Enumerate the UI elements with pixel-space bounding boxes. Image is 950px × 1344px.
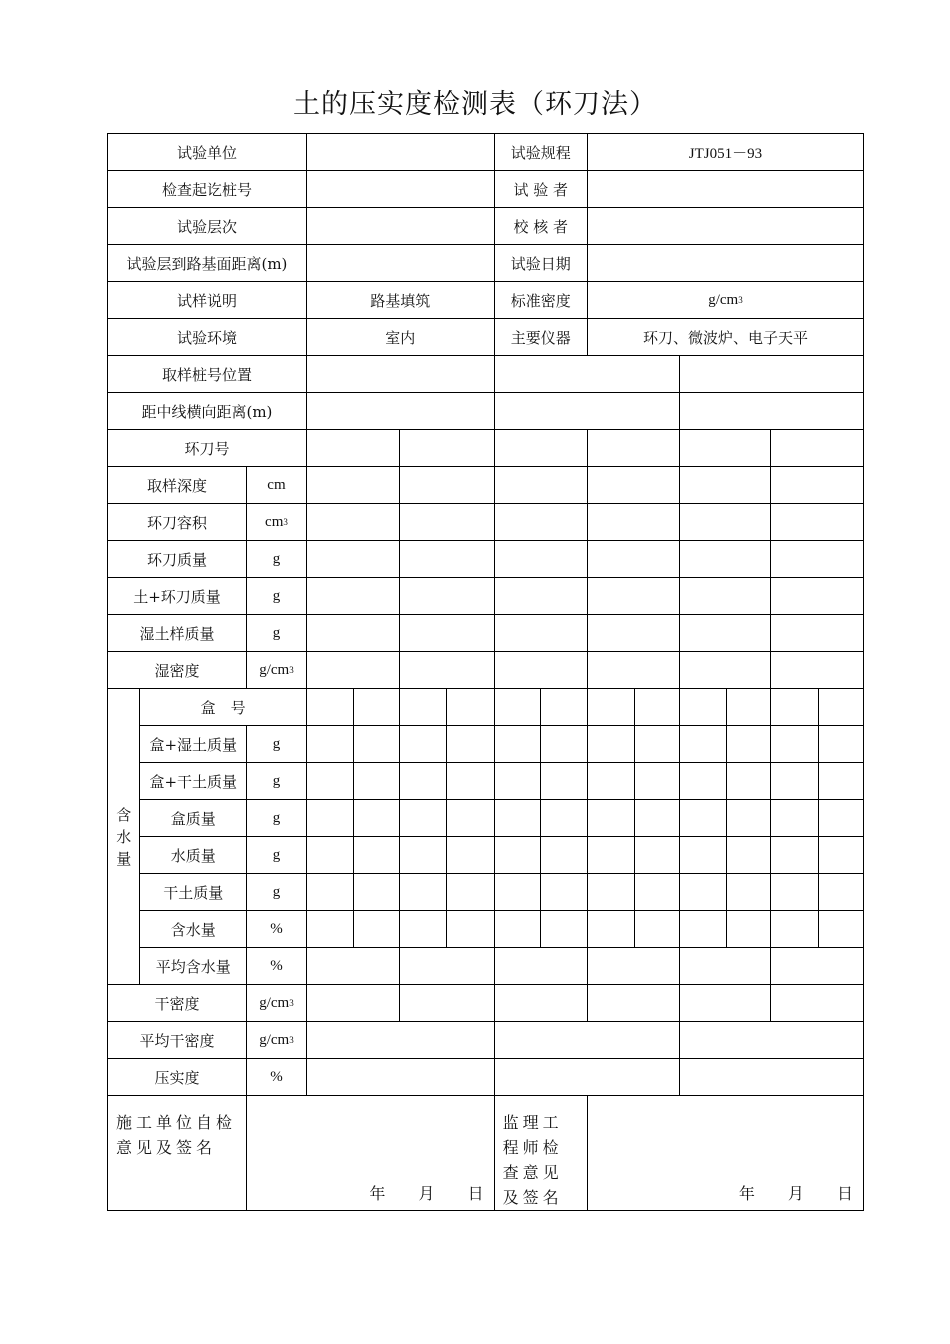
data-cell[interactable] xyxy=(634,800,680,837)
contractor-opinion-label: 施工单位自检意见及签名 xyxy=(108,1096,247,1211)
ring-volume-label: 环刀容积 xyxy=(108,504,247,541)
data-cell[interactable] xyxy=(726,726,770,763)
data-cell[interactable] xyxy=(587,615,679,652)
data-cell[interactable] xyxy=(680,837,727,874)
data-cell[interactable] xyxy=(680,726,727,763)
data-cell[interactable] xyxy=(770,689,819,726)
test-unit-label: 试验单位 xyxy=(108,134,307,171)
dry-density-label: 干密度 xyxy=(108,985,247,1022)
center-distance-cell[interactable] xyxy=(306,393,494,430)
data-cell[interactable] xyxy=(770,652,863,689)
data-cell[interactable] xyxy=(306,541,399,578)
supervisor-date: 年 月 日 xyxy=(738,1184,853,1203)
center-distance-cell[interactable] xyxy=(680,393,864,430)
test-date-label: 试验日期 xyxy=(494,245,587,282)
data-cell[interactable] xyxy=(400,467,494,504)
test-unit-field[interactable] xyxy=(306,134,494,171)
sample-position-cell[interactable] xyxy=(306,356,494,393)
data-cell[interactable] xyxy=(770,837,819,874)
data-cell[interactable] xyxy=(494,948,587,985)
data-cell[interactable] xyxy=(634,874,680,911)
data-cell[interactable] xyxy=(587,578,679,615)
data-cell[interactable] xyxy=(446,837,494,874)
data-cell[interactable] xyxy=(587,467,679,504)
data-cell[interactable] xyxy=(770,985,863,1022)
ring-number-cell[interactable] xyxy=(680,430,770,467)
data-cell[interactable] xyxy=(680,948,770,985)
data-cell[interactable] xyxy=(494,763,541,800)
instrument-label: 主要仪器 xyxy=(494,319,587,356)
data-cell[interactable] xyxy=(680,911,727,948)
dry-density-unit: $g/cm^3$ xyxy=(247,985,307,1022)
data-cell[interactable] xyxy=(770,800,819,837)
data-cell[interactable] xyxy=(726,911,770,948)
data-cell[interactable] xyxy=(446,874,494,911)
data-cell[interactable] xyxy=(680,800,727,837)
data-cell[interactable] xyxy=(494,985,587,1022)
data-cell[interactable] xyxy=(819,800,864,837)
sample-position-cell[interactable] xyxy=(494,356,680,393)
data-cell[interactable] xyxy=(306,763,353,800)
compaction-unit: % xyxy=(247,1059,307,1096)
contractor-opinion-field[interactable] xyxy=(247,1096,495,1211)
box-dry-soil-label: 盒+干土质量 xyxy=(140,763,247,800)
data-cell[interactable] xyxy=(726,800,770,837)
test-layer-label: 试验层次 xyxy=(108,208,307,245)
data-cell[interactable] xyxy=(819,763,864,800)
data-cell[interactable] xyxy=(587,948,679,985)
ring-number-cell[interactable] xyxy=(400,430,494,467)
box-dry-soil-unit: g xyxy=(247,763,307,800)
moisture-group-label: 含 水 量 xyxy=(108,689,140,985)
data-cell[interactable] xyxy=(400,652,494,689)
supervisor-opinion-label: 监理工程师检查意见及签名 xyxy=(494,1096,587,1211)
sample-position-label: 取样桩号位置 xyxy=(108,356,307,393)
data-cell[interactable] xyxy=(770,467,863,504)
data-cell[interactable] xyxy=(634,837,680,874)
soil-ring-mass-unit: g xyxy=(247,578,307,615)
data-cell[interactable] xyxy=(494,726,541,763)
data-cell[interactable] xyxy=(770,504,863,541)
data-cell[interactable] xyxy=(770,948,863,985)
data-cell[interactable] xyxy=(587,763,634,800)
data-cell[interactable] xyxy=(400,578,494,615)
data-cell[interactable] xyxy=(494,874,541,911)
checker-label: 校 核 者 xyxy=(494,208,587,245)
box-mass-unit: g xyxy=(247,800,307,837)
data-cell[interactable] xyxy=(770,615,863,652)
ring-number-cell[interactable] xyxy=(494,430,587,467)
data-cell[interactable] xyxy=(494,1059,680,1096)
box-wet-soil-unit: g xyxy=(247,726,307,763)
data-cell[interactable] xyxy=(306,504,399,541)
data-cell[interactable] xyxy=(353,726,400,763)
data-cell[interactable] xyxy=(400,874,447,911)
data-cell[interactable] xyxy=(353,874,400,911)
data-cell[interactable] xyxy=(819,911,864,948)
avg-water-content-unit: % xyxy=(247,948,307,985)
sample-desc-value[interactable]: 路基填筑 xyxy=(306,282,494,319)
avg-dry-density-unit: $g/cm^3$ xyxy=(247,1022,307,1059)
data-cell[interactable] xyxy=(353,800,400,837)
ring-mass-unit: g xyxy=(247,541,307,578)
data-cell[interactable] xyxy=(400,541,494,578)
data-cell[interactable] xyxy=(353,763,400,800)
env-label: 试验环境 xyxy=(108,319,307,356)
data-cell[interactable] xyxy=(306,689,353,726)
data-cell[interactable] xyxy=(680,467,770,504)
data-cell[interactable] xyxy=(400,800,447,837)
layer-depth-label: 试验层到路基面距离(m) xyxy=(108,245,307,282)
center-distance-cell[interactable] xyxy=(494,393,680,430)
data-cell[interactable] xyxy=(494,578,587,615)
data-cell[interactable] xyxy=(819,874,864,911)
ring-number-label: 环刀号 xyxy=(108,430,307,467)
wet-soil-mass-unit: g xyxy=(247,615,307,652)
sample-position-cell[interactable] xyxy=(680,356,864,393)
data-cell[interactable] xyxy=(726,689,770,726)
data-cell[interactable] xyxy=(446,911,494,948)
data-cell[interactable] xyxy=(726,763,770,800)
dry-soil-mass-unit: g xyxy=(247,874,307,911)
data-cell[interactable] xyxy=(587,504,679,541)
data-cell[interactable] xyxy=(634,763,680,800)
data-cell[interactable] xyxy=(494,800,541,837)
compaction-label: 压实度 xyxy=(108,1059,247,1096)
data-cell[interactable] xyxy=(306,1022,494,1059)
pile-range-field[interactable] xyxy=(306,171,494,208)
wet-density-unit: $g/cm^3$ xyxy=(247,652,307,689)
data-cell[interactable] xyxy=(587,689,634,726)
data-cell[interactable] xyxy=(726,874,770,911)
data-cell[interactable] xyxy=(680,504,770,541)
test-date-field[interactable] xyxy=(587,245,863,282)
data-cell[interactable] xyxy=(587,874,634,911)
data-cell[interactable] xyxy=(587,985,679,1022)
data-cell[interactable] xyxy=(680,652,770,689)
supervisor-opinion-field[interactable] xyxy=(587,1096,863,1211)
ring-mass-label: 环刀质量 xyxy=(108,541,247,578)
data-cell[interactable] xyxy=(726,837,770,874)
data-cell[interactable] xyxy=(446,763,494,800)
data-cell[interactable] xyxy=(680,615,770,652)
tester-label: 试 验 者 xyxy=(494,171,587,208)
test-spec-label: 试验规程 xyxy=(494,134,587,171)
data-cell[interactable] xyxy=(770,578,863,615)
data-cell[interactable] xyxy=(306,726,353,763)
data-cell[interactable] xyxy=(770,874,819,911)
data-cell[interactable] xyxy=(541,763,588,800)
data-cell[interactable] xyxy=(541,726,588,763)
data-cell[interactable] xyxy=(494,652,587,689)
sample-depth-unit: cm xyxy=(247,467,307,504)
data-cell[interactable] xyxy=(494,689,541,726)
soil-ring-mass-label: 土+环刀质量 xyxy=(108,578,247,615)
data-cell[interactable] xyxy=(494,911,541,948)
data-cell[interactable] xyxy=(819,689,864,726)
dry-soil-mass-label: 干土质量 xyxy=(140,874,247,911)
data-cell[interactable] xyxy=(494,1022,680,1059)
compaction-test-form xyxy=(107,133,864,1211)
data-cell[interactable] xyxy=(770,726,819,763)
avg-water-content-label: 平均含水量 xyxy=(140,948,247,985)
data-cell[interactable] xyxy=(494,541,587,578)
data-cell[interactable] xyxy=(634,911,680,948)
env-value[interactable]: 室内 xyxy=(306,319,494,356)
data-cell[interactable] xyxy=(680,689,727,726)
data-cell[interactable] xyxy=(306,467,399,504)
data-cell[interactable] xyxy=(306,652,399,689)
box-wet-soil-label: 盒+湿土质量 xyxy=(140,726,247,763)
data-cell[interactable] xyxy=(680,578,770,615)
data-cell[interactable] xyxy=(587,837,634,874)
data-cell[interactable] xyxy=(446,800,494,837)
wet-density-label: 湿密度 xyxy=(108,652,247,689)
data-cell[interactable] xyxy=(400,726,447,763)
data-cell[interactable] xyxy=(494,504,587,541)
layer-depth-field[interactable] xyxy=(306,245,494,282)
wet-soil-mass-label: 湿土样质量 xyxy=(108,615,247,652)
data-cell[interactable] xyxy=(634,689,680,726)
data-cell[interactable] xyxy=(770,763,819,800)
center-distance-label: 距中线横向距离(m) xyxy=(108,393,307,430)
data-cell[interactable] xyxy=(400,911,447,948)
data-cell[interactable] xyxy=(494,837,541,874)
box-mass-label: 盒质量 xyxy=(140,800,247,837)
data-cell[interactable] xyxy=(400,948,494,985)
data-cell[interactable] xyxy=(306,578,399,615)
data-cell[interactable] xyxy=(587,911,634,948)
data-cell[interactable] xyxy=(541,874,588,911)
data-cell[interactable] xyxy=(541,837,588,874)
data-cell[interactable] xyxy=(353,689,400,726)
test-layer-field[interactable] xyxy=(306,208,494,245)
ring-number-cell[interactable] xyxy=(770,430,863,467)
sample-desc-label: 试样说明 xyxy=(108,282,307,319)
std-density-unit[interactable]: $g/cm^3$ xyxy=(587,282,863,319)
data-cell[interactable] xyxy=(446,689,494,726)
pile-range-label: 检查起讫桩号 xyxy=(108,171,307,208)
data-cell[interactable] xyxy=(587,652,679,689)
water-mass-label: 水质量 xyxy=(140,837,247,874)
data-cell[interactable] xyxy=(400,763,447,800)
ring-volume-unit: $cm^3$ xyxy=(247,504,307,541)
data-cell[interactable] xyxy=(400,837,447,874)
data-cell[interactable] xyxy=(494,467,587,504)
data-cell[interactable] xyxy=(306,911,353,948)
data-cell[interactable] xyxy=(680,874,727,911)
page-title: 土的压实度检测表（环刀法） xyxy=(293,89,657,120)
ring-number-cell[interactable] xyxy=(587,430,679,467)
data-cell[interactable] xyxy=(819,726,864,763)
avg-dry-density-label: 平均干密度 xyxy=(108,1022,247,1059)
data-cell[interactable] xyxy=(353,837,400,874)
data-cell[interactable] xyxy=(634,726,680,763)
data-cell[interactable] xyxy=(400,615,494,652)
data-cell[interactable] xyxy=(587,800,634,837)
data-cell[interactable] xyxy=(400,985,494,1022)
data-cell[interactable] xyxy=(680,985,770,1022)
water-content-label: 含水量 xyxy=(140,911,247,948)
contractor-date: 年 月 日 xyxy=(369,1184,484,1203)
data-cell[interactable] xyxy=(541,911,588,948)
data-cell[interactable] xyxy=(306,837,353,874)
data-cell[interactable] xyxy=(680,1059,864,1096)
data-cell[interactable] xyxy=(680,541,770,578)
data-cell[interactable] xyxy=(306,615,399,652)
data-cell[interactable] xyxy=(306,800,353,837)
ring-number-cell[interactable] xyxy=(306,430,399,467)
data-cell[interactable] xyxy=(770,911,819,948)
data-cell[interactable] xyxy=(541,689,588,726)
data-cell[interactable] xyxy=(819,837,864,874)
data-cell[interactable] xyxy=(587,726,634,763)
data-cell[interactable] xyxy=(446,726,494,763)
water-mass-unit: g xyxy=(247,837,307,874)
data-cell[interactable] xyxy=(587,541,679,578)
data-cell[interactable] xyxy=(770,541,863,578)
box-number-label: 盒 号 xyxy=(140,689,306,726)
data-cell[interactable] xyxy=(494,615,587,652)
data-cell[interactable] xyxy=(541,800,588,837)
checker-field[interactable] xyxy=(587,208,863,245)
data-cell[interactable] xyxy=(306,948,399,985)
data-cell[interactable] xyxy=(306,1059,494,1096)
sample-depth-label: 取样深度 xyxy=(108,467,247,504)
test-spec-value[interactable]: JTJ051－93 xyxy=(587,134,863,171)
tester-field[interactable] xyxy=(587,171,863,208)
data-cell[interactable] xyxy=(680,763,727,800)
data-cell[interactable] xyxy=(400,689,447,726)
std-density-label: 标准密度 xyxy=(494,282,587,319)
data-cell[interactable] xyxy=(400,504,494,541)
instrument-value[interactable]: 环刀、微波炉、电子天平 xyxy=(587,319,863,356)
data-cell[interactable] xyxy=(306,874,353,911)
water-content-unit: % xyxy=(247,911,307,948)
data-cell[interactable] xyxy=(306,985,399,1022)
data-cell[interactable] xyxy=(353,911,400,948)
data-cell[interactable] xyxy=(680,1022,864,1059)
